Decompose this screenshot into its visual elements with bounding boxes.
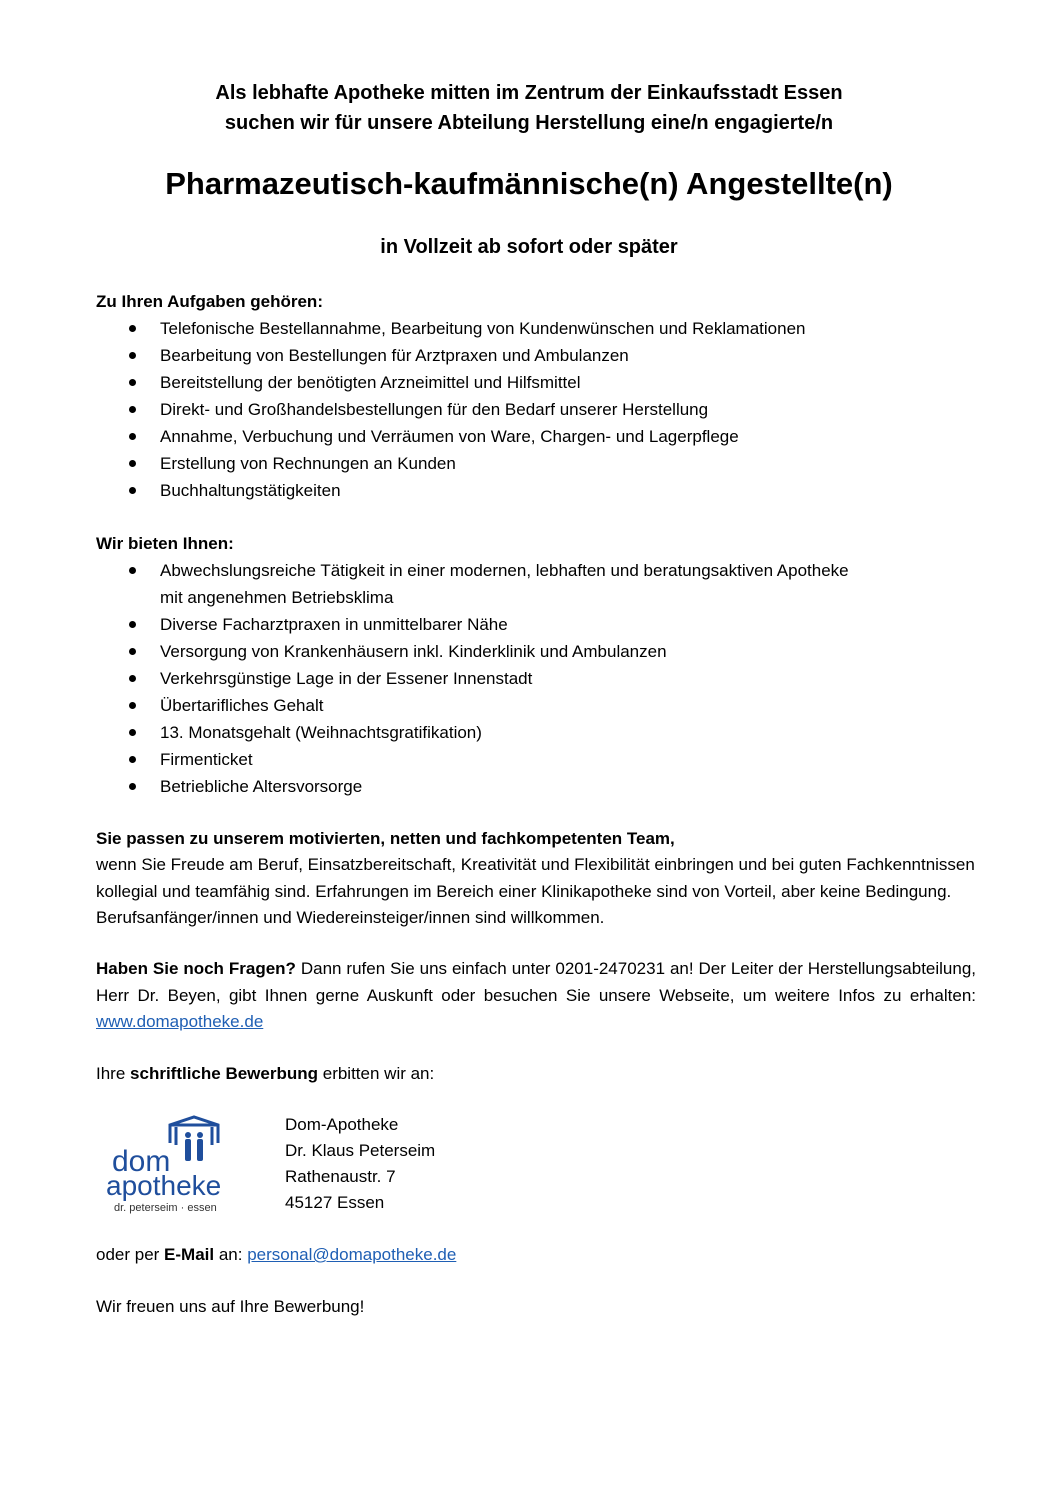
offer-text: Verkehrsgünstige Lage in der Essener Innenstadt (160, 669, 533, 688)
logo-word-2: apotheke (106, 1170, 222, 1201)
bullet-icon (129, 352, 136, 359)
bullet-icon (129, 783, 136, 790)
address-name: Dom-Apotheke (285, 1115, 399, 1134)
logo-figure-body (197, 1139, 203, 1161)
offer-text: Abwechslungsreiche Tätigkeit in einer modernen, lebhaften und beratungsaktiven Apotheke mit angenehmen Betriebsklima (160, 561, 849, 607)
team-section (96, 825, 976, 932)
offer-text: Betriebliche Altersvorsorge (160, 777, 363, 796)
task-item (96, 369, 976, 396)
offer-item (96, 557, 976, 611)
address-city: 45127 Essen (285, 1193, 385, 1212)
address-block (285, 1112, 435, 1216)
closing-line: Wir freuen uns auf Ihre Bewerbung! (96, 1297, 365, 1316)
team-text: wenn Sie Freude am Beruf, Einsatzbereitschaft, Kreativität und Flexibilität einbringen und bei guten Fachkenntnissen kollegial und teamfähig sind. Erfahrungen im Bereich einer Klinikapotheke sind von Vorteil, aber keine Bedingung. Berufsanfänger/innen und Wiedereinsteiger/innen sind willkommen. (96, 855, 975, 927)
bullet-icon (129, 702, 136, 709)
intro-text (0, 78, 1058, 138)
offer-text: Firmenticket (160, 750, 253, 769)
tasks-title: Zu Ihren Aufgaben gehören: (96, 292, 323, 311)
dom-apotheke-logo (104, 1115, 234, 1215)
offer-item (96, 665, 976, 692)
task-item (96, 477, 976, 504)
offer-text: 13. Monatsgehalt (Weihnachtsgratifikation) (160, 723, 482, 742)
bullet-icon (129, 675, 136, 682)
bullet-icon (129, 567, 136, 574)
bullet-icon (129, 325, 136, 332)
bullet-icon (129, 433, 136, 440)
questions-lead: Haben Sie noch Fragen? (96, 959, 296, 978)
team-title: Sie passen zu unserem motivierten, netten und fachkompetenten Team, (96, 829, 675, 848)
bullet-icon (129, 621, 136, 628)
offer-item (96, 746, 976, 773)
address-person: Dr. Klaus Peterseim (285, 1141, 436, 1160)
email-link[interactable]: personal@domapotheke.de (247, 1245, 457, 1264)
bullet-icon (129, 756, 136, 763)
application-line (96, 1061, 976, 1088)
offer-item (96, 611, 976, 638)
questions-section (96, 956, 976, 1036)
application-suffix: erbitten wir an: (318, 1064, 435, 1083)
email-prefix: oder per (96, 1245, 165, 1264)
offer-item (96, 638, 976, 665)
intro-line-2: suchen wir für unsere Abteilung Herstellung eine/n engagierte/n (224, 112, 834, 134)
logo-graphic (104, 1115, 234, 1215)
email-line (96, 1242, 976, 1269)
offer-list (96, 557, 976, 800)
offer-item (96, 692, 976, 719)
job-subtitle: in Vollzeit ab sofort oder später (380, 236, 678, 258)
offer-text: Übertarifliches Gehalt (160, 696, 324, 715)
offer-item (96, 719, 976, 746)
task-text: Bearbeitung von Bestellungen für Arztpraxen und Ambulanzen (160, 346, 629, 365)
email-bold: E-Mail (164, 1245, 215, 1264)
tasks-section (96, 288, 976, 504)
offer-item (96, 773, 976, 800)
offer-section (96, 530, 976, 800)
task-text: Annahme, Verbuchung und Verräumen von Ware, Chargen- und Lagerpflege (160, 427, 739, 446)
offer-text: Diverse Facharztpraxen in unmittelbarer Nähe (160, 615, 508, 634)
task-text: Telefonische Bestellannahme, Bearbeitung von Kundenwünschen und Reklamationen (160, 319, 806, 338)
task-item (96, 315, 976, 342)
logo-figure-body (185, 1139, 191, 1161)
questions-text: Dann rufen Sie uns einfach unter 0201-2470231 an! Der Leiter der Herstellungsabteilung, Herr Dr. Beyen, gibt Ihnen gerne Auskunft oder besuchen Sie unsere Webseite, um weitere Infos zu erhalten: (96, 959, 977, 1005)
application-bold: schriftliche Bewerbung (130, 1064, 319, 1083)
address-street: Rathenaustr. 7 (285, 1167, 396, 1186)
bullet-icon (129, 729, 136, 736)
task-item (96, 342, 976, 369)
bullet-icon (129, 379, 136, 386)
tasks-list (96, 315, 976, 504)
email-mid: an: (214, 1245, 248, 1264)
logo-word-1: dom (112, 1145, 171, 1178)
task-item (96, 450, 976, 477)
bullet-icon (129, 648, 136, 655)
task-text: Bereitstellung der benötigten Arzneimittel und Hilfsmittel (160, 373, 581, 392)
task-text: Direkt- und Großhandelsbestellungen für den Bedarf unserer Herstellung (160, 400, 709, 419)
intro-line-1: Als lebhafte Apotheke mitten im Zentrum der Einkaufsstadt Essen (215, 82, 843, 104)
bullet-icon (129, 406, 136, 413)
website-link[interactable]: www.domapotheke.de (96, 1012, 264, 1031)
task-item (96, 423, 976, 450)
task-item (96, 396, 976, 423)
application-prefix: Ihre (96, 1064, 131, 1083)
task-text: Buchhaltungstätigkeiten (160, 481, 341, 500)
bullet-icon (129, 460, 136, 467)
offer-title: Wir bieten Ihnen: (96, 534, 234, 553)
logo-figure-head (185, 1132, 191, 1138)
offer-text: Versorgung von Krankenhäusern inkl. Kinderklinik und Ambulanzen (160, 642, 667, 661)
logo-tagline: dr. peterseim · essen (114, 1202, 217, 1214)
bullet-icon (129, 487, 136, 494)
logo-figure-head (197, 1132, 203, 1138)
job-title: Pharmazeutisch-kaufmännische(n) Angestellte(n) (165, 166, 893, 201)
task-text: Erstellung von Rechnungen an Kunden (160, 454, 456, 473)
